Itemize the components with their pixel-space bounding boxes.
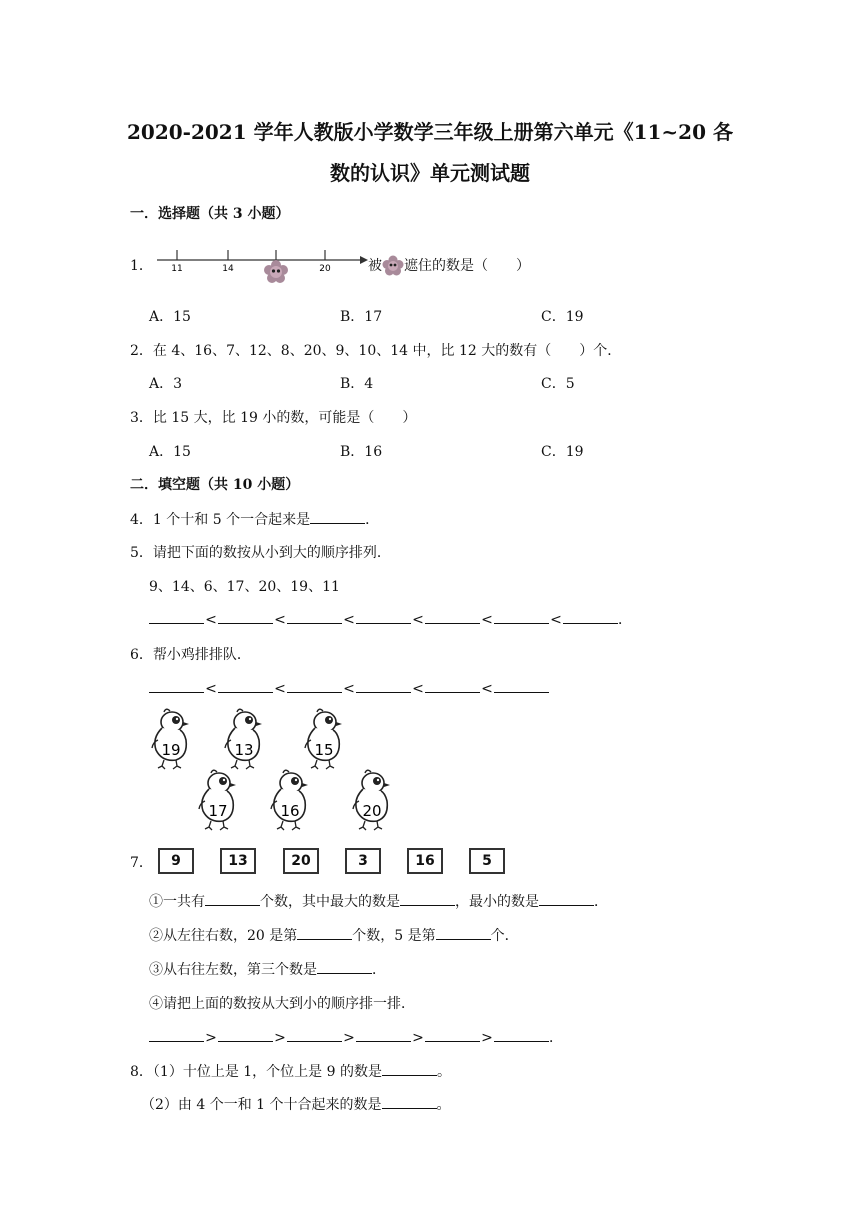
q8-part2 [141,1094,451,1114]
q1-text-after: 遮住的数是（ ） [404,258,530,274]
flower-cover-icon [264,260,288,283]
less-than-symbol: < [343,681,355,697]
title-line-2: 数的认识》单元测试题 [330,161,530,185]
less-than-symbol: < [205,612,217,628]
q5-end: ． [618,612,632,628]
q7-order-blank-5[interactable] [425,1027,480,1042]
q3-text: 3．比 15 大，比 19 小的数，可能是（ ） [130,410,417,426]
q7-sub4: ④请把上面的数按从大到小的顺序排一排． [149,996,415,1012]
q7-blank-min[interactable] [539,891,594,906]
chick-15 [305,709,342,769]
q7-sub2-c: 个． [490,928,519,944]
q7-sub3-a: ③从右往左数，第三个数是 [149,962,317,978]
tick-label-11: 11 [171,264,183,274]
q7-sub1-a: ①一共有 [149,894,205,910]
chick-label-15: 15 [314,741,334,759]
q5-text: 5．请把下面的数按从小到大的顺序排列． [130,545,391,561]
chick-17 [199,770,236,830]
q5-blank-7[interactable] [563,609,618,624]
title-line-1: 2020-2021 学年人教版小学数学三年级上册第六单元《11~20 各 [127,120,733,144]
less-than-symbol: < [274,681,286,697]
number-card-3: 3 [345,848,381,874]
q8-part2-end: 。 [436,1097,451,1113]
q6-blank-1[interactable] [149,678,204,693]
chick-16 [271,770,308,830]
less-than-symbol: < [274,612,286,628]
q7-sub1 [149,891,608,911]
q4-text-after: ． [365,512,380,528]
q7-order-blank-6[interactable] [494,1027,549,1042]
chick-label-20: 20 [362,802,382,820]
q6-blank-2[interactable] [218,678,273,693]
chick-20 [353,770,390,830]
section-choice-heading: 一．选择题（共 3 小题） [130,206,290,222]
q5-blank-2[interactable] [218,609,273,624]
q7-sub1-b: 个数，其中最大的数是 [260,894,400,910]
q7-sub2-b: 个数，5 是第 [352,928,436,944]
q7-blank-pos20[interactable] [297,925,352,940]
q5-numbers: 9、14、6、17、20、19、11 [149,579,340,595]
q2-option-b: B．4 [340,376,374,392]
q7-sub3-b: ． [372,962,386,978]
chick-label-17: 17 [208,802,228,820]
less-than-symbol: < [205,681,217,697]
q5-blank-6[interactable] [494,609,549,624]
chick-19 [152,709,189,769]
q2-option-a: A．3 [149,376,183,392]
q7-blank-count[interactable] [205,891,260,906]
q2-option-c: C．5 [541,376,575,392]
greater-than-symbol: > [343,1030,355,1046]
q7-blank-max[interactable] [400,891,455,906]
number-card-20: 20 [283,848,319,874]
q7-sub1-d: ． [594,894,608,910]
less-than-symbol: < [412,612,424,628]
chick-label-16: 16 [280,802,300,820]
number-line [155,240,370,288]
q2-text: 2．在 4、16、7、12、8、20、9、10、14 中，比 12 大的数有（ ）个． [130,343,622,359]
q6-blank-6[interactable] [494,678,549,693]
q7-sub2 [149,925,519,945]
q1-option-a: A．15 [149,309,191,325]
q5-blank-5[interactable] [425,609,480,624]
q6-blank-5[interactable] [425,678,480,693]
tick-label-14: 14 [222,264,234,274]
q6-blank-3[interactable] [287,678,342,693]
chick-label-19: 19 [161,741,181,759]
number-card-16: 16 [407,848,443,874]
q3-option-a: A．15 [149,444,191,460]
q7-answer-line [149,1027,563,1047]
greater-than-symbol: > [205,1030,217,1046]
q7-number: 7． [130,855,153,871]
q7-end: ． [549,1030,563,1046]
chick-13 [225,709,262,769]
less-than-symbol: < [343,612,355,628]
less-than-symbol: < [481,681,493,697]
number-card-13: 13 [220,848,256,874]
tick-label-20: 20 [319,264,331,274]
q4-blank[interactable] [310,509,365,524]
flower-icon [382,255,404,277]
q5-blank-1[interactable] [149,609,204,624]
q7-blank-third[interactable] [317,959,372,974]
chick-group [145,700,415,835]
number-line-arrow [360,256,368,264]
q5-blank-3[interactable] [287,609,342,624]
q8-part1-end: 。 [436,1064,451,1080]
q5-answer-line [149,609,632,629]
q7-order-blank-4[interactable] [356,1027,411,1042]
q3-option-b: B．16 [340,444,383,460]
q8-part1 [130,1061,451,1081]
q8-blank-2[interactable] [382,1094,437,1109]
q1-option-c: C．19 [541,309,584,325]
less-than-symbol: < [412,681,424,697]
q7-order-blank-1[interactable] [149,1027,204,1042]
q4-text [130,509,379,529]
q6-blank-4[interactable] [356,678,411,693]
q7-blank-pos5[interactable] [436,925,491,940]
greater-than-symbol: > [481,1030,493,1046]
less-than-symbol: < [481,612,493,628]
q6-text: 6．帮小鸡排排队． [130,647,251,663]
q7-sub3 [149,959,386,979]
q8-part2-text: （2）由 4 个一和 1 个十合起来的数是 [141,1097,382,1113]
q1-text-before: 被 [368,258,382,274]
q8-blank-1[interactable] [382,1061,437,1076]
q4-text-before: 4．1 个十和 5 个一合起来是 [130,512,311,528]
q7-order-blank-3[interactable] [287,1027,342,1042]
less-than-symbol: < [550,612,562,628]
greater-than-symbol: > [274,1030,286,1046]
q1-option-b: B．17 [340,309,383,325]
q7-order-blank-2[interactable] [218,1027,273,1042]
section-fill-heading: 二．填空题（共 10 小题） [130,477,300,493]
q1-text [368,255,530,277]
number-card-5: 5 [469,848,505,874]
q7-sub2-a: ②从左往右数，20 是第 [149,928,298,944]
chick-label-13: 13 [234,741,254,759]
q1-number: 1． [130,258,153,274]
q7-sub1-c: ，最小的数是 [455,894,539,910]
q6-answer-line [149,678,549,697]
q3-option-c: C．19 [541,444,584,460]
q5-blank-4[interactable] [356,609,411,624]
number-card-9: 9 [158,848,194,874]
q8-part1-text: 8．（1）十位上是 1，个位上是 9 的数是 [130,1064,382,1080]
greater-than-symbol: > [412,1030,424,1046]
